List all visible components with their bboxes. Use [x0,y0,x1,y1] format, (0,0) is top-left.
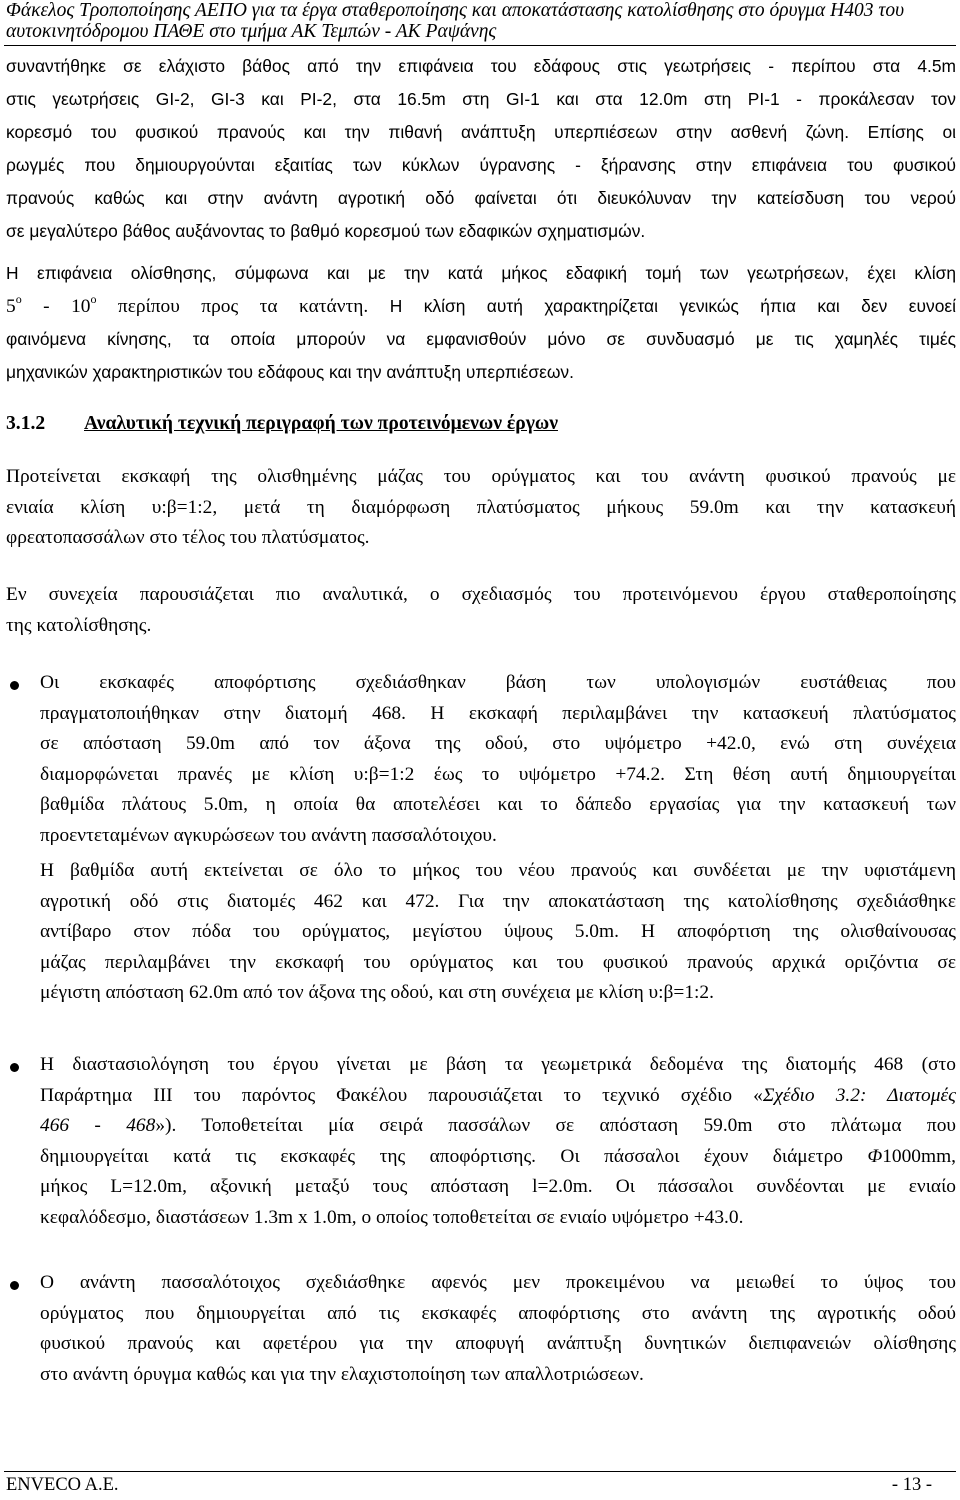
intro-line: πρανούς καθώς και στην ανάντη αγροτική οδό φαίνεται ότι διευκόλυναν την κατείσδυση του νερού [6,188,956,208]
intro-line: στις γεωτρήσεις GI-2, GI-3 και PI-2, στα 16.5m στη GI-1 και στα 12.0m στη PI-1 - προκάλεσαν τον [6,89,956,109]
bullet-icon [10,681,19,690]
bullet-continuation [40,856,956,1009]
bullet-line: διαμορφώνεται πρανές με κλίση υ:β=1:2 έως το υψόμετρο +74.2. Στη θέση αυτή δημιουργείται [40,763,956,785]
bullet-line: Οι εκσκαφές αποφόρτισης σχεδιάσθηκαν βάση των υπολογισμών ευστάθειας που [40,672,956,693]
intro-paragraph [6,50,956,248]
bullet-line: μέγιστη απόσταση 62.0m από τον άξονα της οδού, και στη συνέχεια με κλίση υ:β=1:2. [40,982,714,1003]
bullet-line: αγροτική οδό στις διατομές 462 και 472. Για την αποκατάσταση της κατολίσθησης σχεδιάσθηκε [40,890,956,912]
intro-line: συναντήθηκε σε ελάχιστο βάθος από την επιφάνεια του εδάφους στις γεωτρήσεις - περίπου στα 4.5m [6,56,956,76]
slip-line: φαινόμενα κίνησης, τα οποία μπορούν να εμφανισθούν μόνο σε συνδυασμό με τις χαμηλές τιμές [6,329,956,349]
paragraph-line: Προτείνεται εκσκαφή της ολισθημένης μάζας του ορύγματος και του ανάντη φυσικού πρανούς με [6,466,956,487]
section-number: 3.1.2 [6,413,46,434]
footer-rule [4,1471,956,1472]
header-line-1: Φάκελος Τροποποίησης ΑΕΠΟ για τα έργα σταθεροποίησης και αποκατάστασης κατολίσθησης στο όρυγμα Η403 του [6,0,905,21]
paragraph-line: φρεατοπασσάλων στο τέλος του πλατύσματος. [6,527,370,548]
bullet-line: βαθμίδα πλάτους 5.0m, η οποία θα αποτελέσει και το δάπεδο εργασίας για την κατασκευή των [40,794,956,815]
header-rule [4,45,956,46]
paragraph-line: της κατολίσθησης. [6,614,152,636]
bullet-text [40,1050,956,1233]
proposal-paragraph [6,462,956,554]
design-intro-paragraph [6,580,956,641]
bullet-line: Ο ανάντη πασσαλότοιχος σχεδιάσθηκε αφενός μεν προκειμένου να μειωθεί το ύψος του [40,1272,956,1293]
bullet-line: μήκος L=12.0m, αξονική μεταξύ τους απόσταση l=2.0m. Οι πάσσαλοι συνδέονται με ενιαίο [40,1176,956,1197]
bullet-icon [10,1063,19,1072]
paragraph-line: ενιαία κλίση υ:β=1:2, μετά τη διαμόρφωση πλατύσματος μήκους 59.0m και την κατασκευή [6,496,956,518]
bullet-icon [10,1281,19,1290]
bullet-line: ορύγματος που δημιουργείται από τις εκσκαφές αποφόρτισης στο ανάντη της αγροτικής οδού [40,1302,956,1324]
bullet-line: Η βαθμίδα αυτή εκτείνεται σε όλο το μήκος του νέου πρανούς και συνδέεται με την υφιστάμενη [40,860,956,881]
bullet-line: φυσικού πρανούς και αφετέρου για την αποφυγή ανάπτυξη δυνητικών διεπιφανειών ολίσθησης [40,1333,956,1354]
bullet-line: στο ανάντη όρυγμα καθώς και για την ελαχιστοποίηση των απαλλοτριώσεων. [40,1363,644,1385]
bullet-line: 466 - 468»). Τοποθετείται μία σειρά πασσάλων σε απόσταση 59.0m στο πλάτωμα που [40,1115,956,1136]
bullet-line: σε απόσταση 59.0m από τον άξονα της οδού, στο υψόμετρο +42.0, ενώ στη συνέχεια [40,733,956,754]
bullet-line: Η διαστασιολόγηση του έργου γίνεται με βάση τα γεωμετρικά δεδομένα της διατομής 468 (στο [40,1054,956,1075]
bullet-text [40,668,956,851]
slip-surface-paragraph [6,257,956,389]
intro-line: κορεσμό του φυσικού πρανούς και την πιθανή ανάπτυξη υπερπιέσεων στην ασθενή ζώνη. Επίσης οι [6,122,956,142]
page-number: - 13 - [891,1475,932,1495]
bullet-line: κεφαλόδεσμο, διαστάσεων 1.3m x 1.0m, ο οποίος τοποθετείται σε ενιαίο υψόμετρο +43.0. [40,1206,744,1228]
slip-line: Η επιφάνεια ολίσθησης, σύμφωνα και με την κατά μήκος εδαφική τομή των γεωτρήσεων, έχει κλίση [6,263,956,283]
bullet-text [40,1268,956,1390]
section-title: Αναλυτική τεχνική περιγραφή των προτεινόμενων έργων [84,413,558,434]
slip-line-2: 5$^o$ - 10$^o$ περίπου προς τα κατάντη. Η κλίση αυτή χαρακτηρίζεται γενικώς ήπια και δεν ευνοεί [6,292,956,317]
bullet-line: αντίβαρο στον πόδα του ορύγματος, μεγίστου ύψους 5.0m. Η αποφόρτιση της ολισθαίνουσας [40,921,956,942]
running-header [6,0,956,42]
bullet-line: δημιουργείται κατά τις εκσκαφές της αποφόρτισης. Οι πάσσαλοι έχουν διάμετρο Φ1000mm, [40,1145,956,1167]
bullet-line: πραγματοποιήθηκαν στην διατομή 468. Η εκσκαφή περιλαμβάνει την κατασκευή πλατύσματος [40,702,956,724]
footer-company: ENVECO A.E. [6,1475,119,1495]
section-heading [6,409,956,439]
slip-line: μηχανικών χαρακτηριστικών του εδάφους και την ανάπτυξη υπερπιέσεων. [6,362,574,382]
header-line-2: αυτοκινητόδρομου ΠΑΘΕ στο τμήμα ΑΚ Τεμπών - ΑΚ Ραψάνης [6,21,497,42]
bullet-line: μάζας περιλαμβάνει την εκσκαφή του ορύγματος και του φυσικού πρανούς αρχικά οριζόντια σε [40,951,956,973]
intro-line: σε μεγαλύτερο βάθος αυξάνοντας το βαθμό κορεσμού των εδαφικών σχηματισμών. [6,221,646,241]
paragraph-line: Εν συνεχεία παρουσιάζεται πιο αναλυτικά, ο σχεδιασμός του προτεινόμενου έργου σταθεροποίησης [6,584,956,605]
bullet-line: Παράρτημα ΙΙΙ του παρόντος Φακέλου παρουσιάζεται το τεχνικό σχέδιο «Σχέδιο 3.2: Διατομές [40,1084,956,1106]
bullet-line: προεντεταμένων αγκυρώσεων του ανάντη πασσαλότοιχου. [40,824,497,846]
intro-line: ρωγμές που δημιουργούνται εξαιτίας των κύκλων ύγρανσης - ξήρανσης στην επιφάνεια του φυσικού [6,155,956,175]
